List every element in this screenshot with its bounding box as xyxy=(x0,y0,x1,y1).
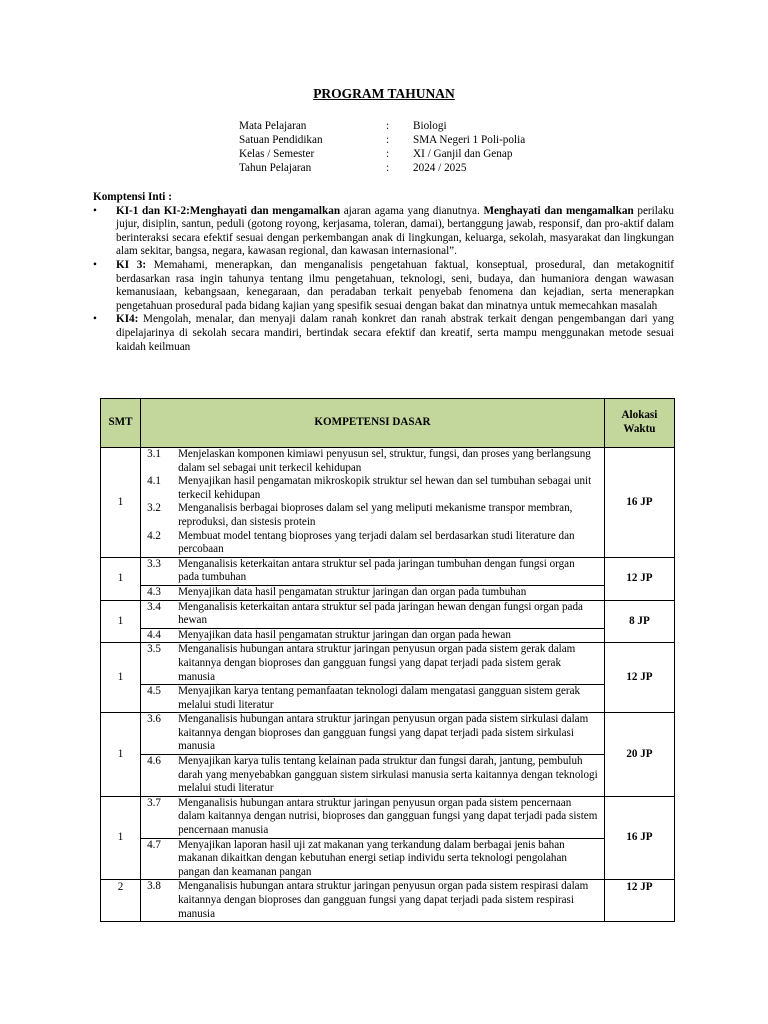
meta-value: Biologi xyxy=(413,120,447,132)
kd-block xyxy=(141,838,604,880)
smt-cell: 1 xyxy=(101,713,141,797)
ki-text: perilaku jujur, disiplin, santun, peduli (gotong royong, kerjasama, toleran, damai), bertanggung jawab, responsif, dan pro-aktif dalam berinteraksi secara efektif sesuai dengan perkembangan anak di lingkungan, keluarga, sekolah, masyarakat dan lingkungan alam sekitar, bangsa, negara, kawasan regional, dan kawasan internasional”. xyxy=(116,204,675,258)
kd-item xyxy=(141,839,604,880)
kd-block xyxy=(141,628,604,643)
kd-text: Menganalisis hubungan antara struktur jaringan penyusun organ pada sistem gerak dalam kaitannya dengan bioproses dan gangguan fungsi yang dapat terjadi pada sistem gerak manusia xyxy=(178,643,576,683)
ki-text: Mengolah, menalar, dan menyaji dalam ranah konkret dan ranah abstrak terkait dengan pengembangan dari yang dipelajarinya di sekolah secara mandiri, bertindak secara efektif dan kreatif, serta mampu menggunakan metode sesuai kaidah keilmuan xyxy=(116,313,674,353)
meta-colon: : xyxy=(386,162,390,174)
kd-block xyxy=(141,754,604,796)
table-row xyxy=(101,557,675,600)
smt-cell: 1 xyxy=(101,557,141,600)
kd-item xyxy=(141,755,604,796)
kd-number: 4.7 xyxy=(147,838,161,851)
kd-number: 3.7 xyxy=(147,796,161,809)
kd-item xyxy=(141,880,604,921)
meta-info xyxy=(239,120,525,176)
ki-bold-text: KI 3: xyxy=(116,258,147,271)
kompetensi-dasar-cell xyxy=(141,643,605,713)
kd-number: 3.3 xyxy=(147,557,161,570)
kd-block xyxy=(141,448,604,557)
table-body xyxy=(101,448,675,922)
kd-number: 4.2 xyxy=(147,529,161,542)
kd-text: Menganalisis berbagai bioproses dalam sel yang meliputi mekanisme transpor membran, reproduksi, dan sistesis protein xyxy=(178,502,573,528)
alokasi-waktu-cell: 16 JP xyxy=(604,448,674,558)
alokasi-waktu-cell: 8 JP xyxy=(604,600,674,643)
table-row xyxy=(101,880,675,922)
kd-number: 3.8 xyxy=(147,880,161,893)
kd-item xyxy=(141,601,604,628)
alokasi-waktu-cell: 12 JP xyxy=(604,557,674,600)
kd-number: 3.5 xyxy=(147,643,161,656)
alokasi-waktu-cell: 12 JP xyxy=(604,880,674,922)
kd-text: Menganalisis keterkaitan antara struktur sel pada jaringan hewan dengan fungsi organ pada hewan xyxy=(178,600,583,627)
header-kompetensi-dasar: KOMPETENSI DASAR xyxy=(141,399,605,448)
smt-cell: 1 xyxy=(101,448,141,558)
bullet-icon: • xyxy=(93,204,97,217)
meta-label: Satuan Pendidikan xyxy=(239,134,323,146)
kd-text: Menyajikan hasil pengamatan mikroskopik struktur sel hewan dan sel tumbuhan sebagai unit terkecil kehidupan xyxy=(178,475,592,501)
kd-number: 4.5 xyxy=(147,685,161,698)
meta-row-mata-pelajaran xyxy=(239,120,525,134)
alokasi-waktu-cell: 12 JP xyxy=(604,643,674,713)
meta-row-kelas-semester xyxy=(239,148,525,162)
table-header-row xyxy=(101,399,675,448)
kd-number: 3.6 xyxy=(147,713,161,726)
kd-text: Menyajikan karya tentang pemanfaatan teknologi dalam mengatasi gangguan sistem gerak melalui studi literatur xyxy=(178,685,581,711)
kd-block xyxy=(141,880,604,921)
kompetensi-dasar-cell xyxy=(141,600,605,643)
kd-number: 4.3 xyxy=(147,585,161,598)
kd-block xyxy=(141,601,604,628)
bullet-icon: • xyxy=(93,313,97,326)
kompetensi-inti-list xyxy=(93,205,674,355)
table-row xyxy=(101,796,675,880)
kd-item xyxy=(141,448,604,475)
ki-bold-text: Menghayati dan mengamalkan xyxy=(483,204,634,217)
kd-block xyxy=(141,797,604,838)
kd-number: 4.6 xyxy=(147,755,161,768)
page-title: PROGRAM TAHUNAN xyxy=(313,86,455,101)
meta-row-tahun-pelajaran xyxy=(239,162,525,176)
smt-cell: 1 xyxy=(101,796,141,880)
table-row xyxy=(101,713,675,797)
meta-colon: : xyxy=(386,120,390,132)
smt-cell: 1 xyxy=(101,600,141,643)
kd-item xyxy=(141,797,604,838)
kd-number: 3.4 xyxy=(147,600,161,613)
table-row xyxy=(101,600,675,643)
kd-text: Menjelaskan komponen kimiawi penyusun sel, struktur, fungsi, dan proses yang berlangsung dalam sel sebagai unit terkecil kehidupan xyxy=(178,448,591,474)
smt-cell: 2 xyxy=(101,880,141,922)
kompetensi-dasar-cell xyxy=(141,713,605,797)
kd-text: Menyajikan data hasil pengamatan struktur jaringan dan organ pada tumbuhan xyxy=(178,585,527,598)
kompetensi-dasar-cell xyxy=(141,880,605,922)
ki-text: Memahami, menerapkan, dan menganalisis pengetahuan faktual, konseptual, prosedural, dan metakognitif berdasarkan rasa ingin tahunya tentang ilmu pengetahuan, teknologi, seni, budaya, dan humaniora dengan wawasan kemanusiaan, kebangsaan, kenegaraan, dan peradaban terkait penyebab fenomena dan kejadian, serta menerapkan pengetahuan prosedural pada bidang kajian yang spesifik sesuai dengan bakat dan minatnya untuk memecahkan masalah xyxy=(116,258,674,312)
kd-text: Membuat model tentang bioproses yang terjadi dalam sel berdasarkan studi literature dan percobaan xyxy=(178,529,575,556)
meta-row-satuan-pendidikan xyxy=(239,134,525,148)
bullet-icon: • xyxy=(93,258,97,271)
kompetensi-dasar-cell xyxy=(141,796,605,880)
header-smt: SMT xyxy=(101,399,141,448)
kd-number: 4.1 xyxy=(147,475,161,488)
meta-colon: : xyxy=(386,148,390,160)
alokasi-waktu-cell: 20 JP xyxy=(604,713,674,797)
kd-item xyxy=(141,643,604,684)
ki-text: ajaran agama yang dianutnya. xyxy=(340,204,484,217)
kd-item xyxy=(141,685,604,712)
kd-item xyxy=(141,502,604,529)
kompetensi-inti-item xyxy=(93,313,674,354)
table-row xyxy=(101,448,675,558)
kd-block xyxy=(141,558,604,585)
kd-number: 4.4 xyxy=(147,628,161,641)
meta-value: XI / Ganjil dan Genap xyxy=(413,148,513,160)
alokasi-waktu-cell: 16 JP xyxy=(604,796,674,880)
kd-block xyxy=(141,713,604,754)
kompetensi-inti-item xyxy=(93,259,674,313)
ki-bold-text: KI4: xyxy=(116,313,139,326)
smt-cell: 1 xyxy=(101,643,141,713)
kd-number: 3.2 xyxy=(147,502,161,515)
kd-text: Menganalisis hubungan antara struktur jaringan penyusun organ pada sistem respirasi dalam kaitannya dengan bioproses dan gangguan fungsi yang dapat terjadi pada sistem respirasi manusia xyxy=(178,880,589,920)
kd-text: Menganalisis hubungan antara struktur jaringan penyusun organ pada sistem pencernaan dalam kaitannya dengan nutrisi, bioproses dan gangguan fungsi yang dapat terjadi pada sistem pencernaan manusia xyxy=(178,796,598,837)
table-row xyxy=(101,643,675,713)
kd-item xyxy=(141,475,604,502)
meta-value: 2024 / 2025 xyxy=(413,162,467,174)
kd-block xyxy=(141,585,604,600)
meta-value: SMA Negeri 1 Poli-polia xyxy=(413,134,526,146)
kompetensi-inti-section xyxy=(93,191,674,354)
kompetensi-dasar-cell xyxy=(141,448,605,558)
header-alokasi-waktu: Alokasi Waktu xyxy=(604,399,674,448)
kd-text: Menyajikan data hasil pengamatan struktur jaringan dan organ pada hewan xyxy=(178,628,511,641)
kd-number: 3.1 xyxy=(147,448,161,460)
ki-bold-text: KI-1 dan KI-2:Menghayati dan mengamalkan xyxy=(116,204,341,217)
kd-text: Menganalisis hubungan antara struktur jaringan penyusun organ pada sistem sirkulasi dalam kaitannya dengan bioproses dan gangguan fungsi yang dapat terjadi pada sistem sirkulasi manusia xyxy=(178,713,589,753)
meta-label: Mata Pelajaran xyxy=(239,120,307,132)
meta-label: Tahun Pelajaran xyxy=(239,162,312,174)
kd-block xyxy=(141,684,604,712)
meta-label: Kelas / Semester xyxy=(239,148,315,160)
kompetensi-inti-heading: Komptensi Inti : xyxy=(93,191,172,203)
kd-item xyxy=(141,629,604,643)
kompetensi-dasar-table xyxy=(100,398,675,922)
kompetensi-inti-item xyxy=(93,205,674,259)
kd-text: Menyajikan laporan hasil uji zat makanan yang terkandung dalam berbagai jenis bahan makanan dikaitkan dengan kebutuhan energi setiap individu serta teknologi pengolahan pangan dan keamanan pangan xyxy=(178,838,567,878)
kd-block xyxy=(141,643,604,684)
kd-text: Menyajikan karya tulis tentang kelainan pada struktur dan fungsi darah, jantung, pembuluh darah yang menyebabkan gangguan sistem sirkulasi manusia serta kaitannya dengan teknologi melalui studi literatur xyxy=(178,755,598,795)
kd-item xyxy=(141,586,604,600)
kd-text: Menganalisis keterkaitan antara struktur sel pada jaringan tumbuhan dengan fungsi organ pada tumbuhan xyxy=(178,557,575,584)
kd-item xyxy=(141,530,604,557)
kd-item xyxy=(141,558,604,585)
meta-colon: : xyxy=(386,134,390,146)
kd-item xyxy=(141,713,604,754)
kompetensi-dasar-cell xyxy=(141,557,605,600)
